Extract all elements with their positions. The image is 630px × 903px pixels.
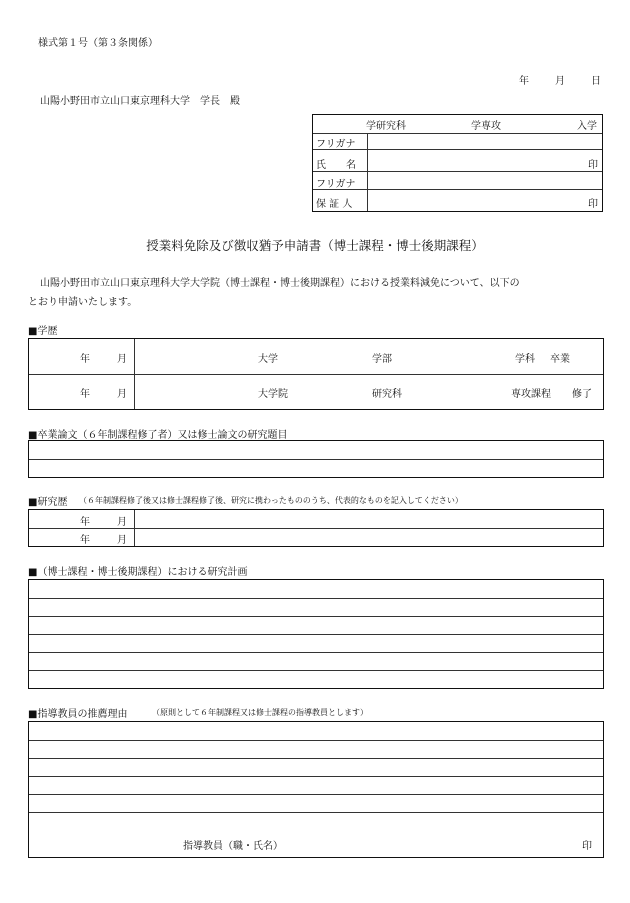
edu-row2-graduate-school: 大学院 [258, 389, 288, 400]
intro-line-2: とおり申請いたします。 [28, 297, 138, 308]
edu-row1-university: 大学 [258, 354, 278, 365]
edu-row1-faculty: 学部 [372, 354, 392, 365]
date-year: 年 [519, 76, 529, 87]
furigana-label-1: フリガナ [316, 139, 356, 150]
seal-mark-1: 印 [588, 160, 598, 171]
history-row2-year: 年 [80, 535, 90, 546]
date-day: 日 [591, 76, 601, 87]
research-plan-table [28, 579, 604, 689]
research-history-heading: ■研究歴 [28, 497, 68, 508]
edu-row1-year: 年 [80, 354, 90, 365]
affiliation-graduate-school: 学研究科 [366, 121, 406, 132]
edu-row2-year: 年 [80, 389, 90, 400]
furigana-label-2: フリガナ [316, 179, 356, 190]
edu-row2-school: 研究科 [372, 389, 402, 400]
research-history-note: （６年制課程修了後又は修士課程修了後、研究に携わったもののうち、代表的なものを記入してください） [79, 496, 463, 505]
edu-row1-graduation: 卒業 [550, 354, 570, 365]
name-label: 氏 名 [316, 160, 356, 171]
recommendation-heading: ■指導教員の推薦理由 [28, 709, 128, 720]
thesis-heading: ■卒業論文（６年制課程修了者）又は修士論文の研究題目 [28, 430, 288, 441]
history-row2-month: 月 [117, 535, 127, 546]
form-number: 様式第１号（第３条関係） [38, 38, 158, 49]
recommendation-note: （原則として６年制課程又は修士課程の指導教員とします） [152, 708, 368, 717]
thesis-table [28, 440, 604, 478]
research-history-table [28, 509, 604, 547]
history-row1-year: 年 [80, 517, 90, 528]
recommendation-table [28, 721, 604, 858]
education-heading: ■学歴 [28, 326, 58, 337]
research-plan-heading: ■（博士課程・博士後期課程）における研究計画 [28, 567, 248, 578]
addressee: 山陽小野田市立山口東京理科大学 学長 殿 [40, 96, 240, 107]
advisor-label: 指導教員（職・氏名） [183, 841, 283, 852]
intro-line-1: 山陽小野田市立山口東京理科大学大学院（博士課程・博士後期課程）における授業料減免について、以下の [40, 278, 520, 289]
guarantor-label: 保 証 人 [316, 199, 353, 210]
edu-row2-completion: 修了 [572, 389, 592, 400]
edu-row1-month: 月 [117, 354, 127, 365]
advisor-seal-mark: 印 [582, 841, 592, 852]
seal-mark-2: 印 [588, 199, 598, 210]
date-month: 月 [555, 76, 565, 87]
affiliation-enrollment: 入学 [577, 121, 597, 132]
document-title: 授業料免除及び徴収猶予申請書（博士課程・博士後期課程） [146, 238, 484, 253]
edu-row1-department: 学科 [515, 354, 535, 365]
edu-row2-month: 月 [117, 389, 127, 400]
affiliation-major: 学専攻 [471, 121, 501, 132]
edu-row2-major-course: 専攻課程 [511, 389, 551, 400]
history-row1-month: 月 [117, 517, 127, 528]
